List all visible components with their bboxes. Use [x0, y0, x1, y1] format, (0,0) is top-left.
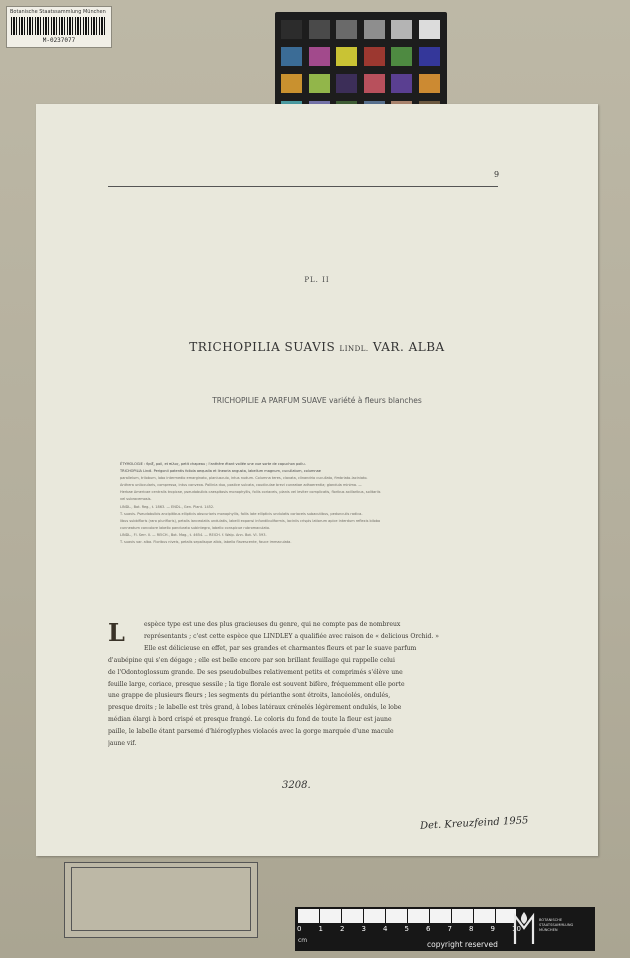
color-swatch: [364, 47, 385, 66]
barcode-number: M-0237077: [42, 37, 76, 44]
scale-strip: [298, 909, 516, 923]
color-swatch: [281, 20, 302, 39]
institution-logo-icon: [513, 910, 535, 946]
color-swatch: [309, 47, 330, 66]
blank-label: [64, 862, 258, 938]
color-swatch: [336, 47, 357, 66]
synonymy-line: libus subbifloris (raro plurifloris), petalis lanceolatis undulatis, labelli expansi infundibuliformis, laciniis crispis latiorum apice interdum reflexis bilobo: [120, 518, 381, 523]
scale-tick-label: 1: [318, 925, 323, 933]
scale-tick-label: 9: [490, 925, 495, 933]
body-line: de l'Odontoglossum grande. De ses pseudobulbes relativement petits et comprimés s'élève une: [108, 668, 403, 676]
title-main: TRICHOPILIA SUAVIS: [189, 340, 336, 354]
body-line: d'aubépine qui s'en dégage ; elle est belle encore par son brillant feuillage qui rappelle celui: [108, 656, 395, 664]
synonymy-line: LINDL., Bot. Reg., t. 1863. — ENDL., Gen. Plant. 1452.: [120, 504, 215, 509]
species-title: [36, 340, 598, 354]
synonymy-line: LINDL., Fl. Serr. II. — REICH., Bot. Mag., t. 4654. — REICH. f. Walp. Ann. Bot. VI. 593.: [120, 532, 267, 537]
color-swatch: [419, 47, 440, 66]
color-swatch: [391, 47, 412, 66]
color-swatch: [309, 20, 330, 39]
page-number: 9: [494, 170, 500, 179]
body-line: paille, le labelle étant parsemé d'hiéroglyphes violacés avec la gorge marquée d'une macule: [108, 728, 394, 736]
body-line: Elle est délicieuse en effet, par ses grandes et charmantes fleurs et par le suave parfum: [144, 644, 417, 652]
color-swatch: [419, 20, 440, 39]
synonymy-block: [120, 461, 508, 546]
synonymy-line: parallelum, trilobum, lobo intermedio emarginato, planiusculo, intus nudum. Columna teres, clavata, clinandrio cucullato, fimbriato-laciniato.: [120, 476, 368, 481]
title-author: LINDL.: [339, 345, 369, 353]
synonymy-line: cunneatum concolore labello pandurato subintegro, labello conspicue rubromaculato.: [120, 525, 271, 530]
color-swatch: [391, 74, 412, 93]
barcode: [11, 17, 107, 35]
color-swatch: [281, 47, 302, 66]
french-subtitle: TRICHOPILIE A PARFUM SUAVE variété à fleurs blanches: [212, 396, 422, 405]
synonymy-line: ÉTYMOLOGIE : θρίξ, poil, et πίλος, petit chapeau ; l'anthère étant voilée une vue sorte de capuchon poilu.: [120, 462, 306, 466]
scale-tick-label: 4: [383, 925, 388, 933]
color-swatch: [336, 74, 357, 93]
scale-tick-label: 0: [297, 925, 302, 933]
color-swatch: [419, 74, 440, 93]
scale-tick-label: 2: [340, 925, 345, 933]
scale-tick-label: 10: [512, 925, 521, 933]
synonymy-line: Herbae Americae centralis tropicae, pseudobulbis caespitosis monophyllis, foliis coriaceis, planis vel leviter complicatis, floribus axillaribus, solitariis: [120, 490, 381, 495]
blank-label-inner: [71, 867, 251, 931]
color-swatch: [364, 20, 385, 39]
scale-bar: [295, 907, 595, 951]
body-line: feuille large, coriace, presque sessile ; la tige florale est souvent bifère, fréquemment elle porte: [108, 680, 405, 688]
body-line: médian élargi à bord crispé et presque frangé. Le coloris du fond de toute la fleur est jaune: [108, 716, 392, 724]
determination-signature: Det. Kreuzfeind 1955: [419, 815, 529, 832]
scale-tick-label: 7: [447, 925, 452, 933]
body-line: une grappe de plusieurs fleurs ; les segments du périanthe sont étroits, lancéolés, ondulés,: [108, 692, 391, 700]
header-rule: [108, 186, 498, 187]
handwritten-number: 3208.: [282, 780, 311, 791]
color-swatch: [391, 20, 412, 39]
synonymy-line: Anthera unilocularis, compressa, intus convexa. Pollinia duo, postice sulcata, caudiculae brevi cuneatae adhaerentia; glandula minima. —: [120, 483, 362, 488]
scale-numbers: [295, 925, 525, 935]
body-line: jaune vif.: [108, 740, 137, 748]
synonymy-line: T. suavis. Pseudobulbis ancipitibus ellipticis obscurioris monophyllis, foliis late ellipticis undulatis coriaceis subacutibus, pedunculis radica-: [120, 511, 363, 516]
synonymy-line: TRICHOPILIA Lindl. Perigonii patentis foliola aequalia et linearia angusta, labellum magnum, cucullatum, columnae: [120, 469, 321, 474]
scale-tick-label: 3: [361, 925, 366, 933]
scale-tick-label: 6: [426, 925, 431, 933]
scale-tick-label: 5: [404, 925, 409, 933]
color-swatch: [336, 20, 357, 39]
color-swatch: [364, 74, 385, 93]
copyright-text: copyright reserved: [427, 940, 498, 949]
paper-sheet: [36, 104, 598, 856]
plate-label: PL. II: [304, 276, 330, 284]
body-line: représentants ; c'est cette espèce que LINDLEY a qualifiée avec raison de « delicious Orchid. »: [144, 632, 440, 640]
color-swatch: [309, 74, 330, 93]
body-line: espèce type est une des plus gracieuses du genre, qui ne compte pas de nombreux: [144, 621, 401, 628]
body-line: presque droits ; le labelle est très grand, à lobes latéraux crénelés légèrement ondulés, le lobe: [108, 704, 402, 712]
institution-logo-text: BOTANISCHE STAATSSAMMLUNG MÜNCHEN: [539, 918, 574, 932]
scale-unit: cm: [298, 937, 308, 944]
barcode-institution: Botanische Staatssammlung München: [10, 9, 106, 15]
scale-tick-label: 8: [469, 925, 474, 933]
synonymy-line: vel subracemosis.: [120, 497, 152, 502]
drop-cap: L: [108, 618, 125, 647]
barcode-label: [6, 6, 112, 48]
description-text: [108, 619, 504, 750]
title-variety: VAR. ALBA: [372, 340, 445, 354]
color-swatch: [281, 74, 302, 93]
synonymy-line: T. suavis var. alba. Floribus niveis, petalis sepalisque albis, labello flavescente, fauce immaculata.: [120, 540, 292, 545]
